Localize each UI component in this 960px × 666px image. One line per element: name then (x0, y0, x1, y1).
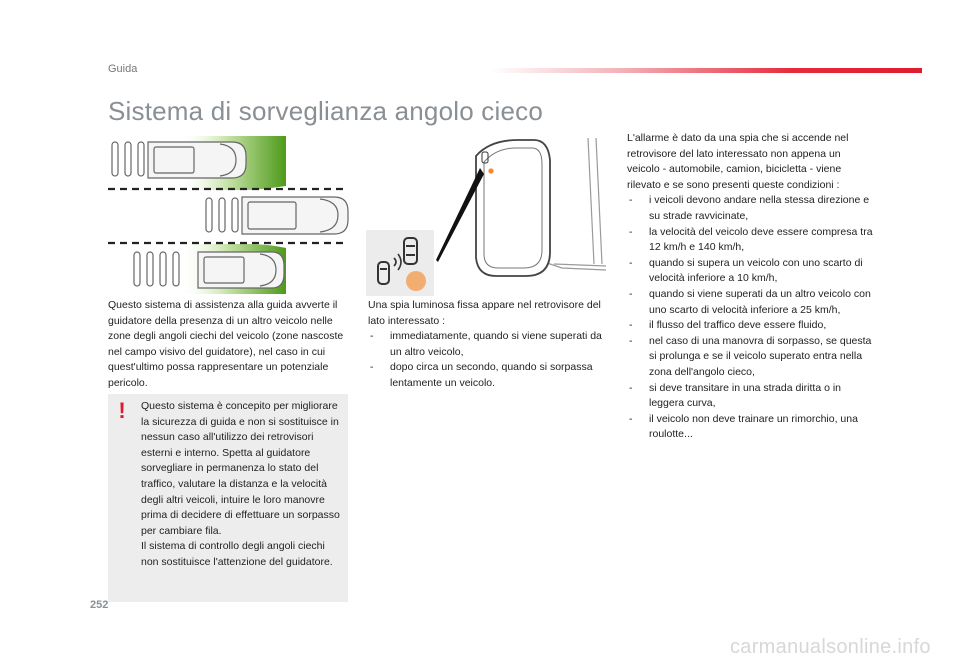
middle-list (368, 329, 608, 391)
list-item: - quando si supera un veicolo con uno scarto di velocità inferiore a 10 km/h, (627, 256, 874, 287)
right-lead: L'allarme è dato da una spia che si accende nel retrovisore del lato interessato non appena un veicolo - automobile, camion, bicicletta - viene rilevato e se sono presenti queste condizioni : (627, 132, 849, 191)
warning-text-2: Il sistema di controllo degli angoli ciechi non sostituisce l'attenzione del guidatore. (141, 540, 333, 568)
vehicle-own (206, 197, 348, 234)
list-item: - il flusso del traffico deve essere fluido, (627, 318, 874, 334)
list-item: - immediatamente, quando si viene superati da un altro veicolo, (368, 329, 608, 360)
warning-text: Questo sistema è concepito per migliorare la sicurezza di guida e non si sostituisce in nessun caso all'utilizzo dei retrovisori esterni e interno. Spetta al guidatore sorvegliare in permanenza lo stato del traffico, valutare la distanza e la velocità degli altri veicoli, intuire le loro manovre prima di decidere di effettuare un sorpasso per cambiare fila. (141, 400, 340, 537)
page-title: Sistema di sorveglianza angolo cieco (108, 96, 543, 126)
mirror-housing (476, 140, 550, 276)
intro-paragraph: Questo sistema di assistenza alla guida avverte il guidatore della presenza di un altro veicolo nelle zone degli angoli ciechi del veicolo (zone nascoste nel campo visivo del guidatore), nel caso in cui quest'ultimo possa rappresentare un potenziale pericolo. (108, 299, 344, 389)
list-item: - la velocità del veicolo deve essere compresa tra 12 km/h e 140 km/h, (627, 225, 874, 256)
conditions-list (627, 193, 874, 443)
middle-lead: Una spia luminosa fissa appare nel retrovisore del lato interessato : (368, 299, 601, 327)
list-item: - si deve transitare in una strada diritta o in leggera curva, (627, 381, 874, 412)
list-item: - quando si viene superati da un altro veicolo con uno scarto di velocità inferiore a 25 km/h, (627, 287, 874, 318)
list-item: - i veicoli devono andare nella stessa direzione e su strade ravvicinate, (627, 193, 874, 224)
mirror-illustration (366, 134, 610, 296)
header-accent-bar (490, 68, 922, 73)
vehicle-bottom-lane (134, 252, 284, 288)
page-number: 252 (90, 599, 109, 611)
zoom-alert-light-icon (406, 271, 426, 291)
watermark[interactable]: carmanualsonline.info (730, 636, 931, 658)
list-item: - nel caso di una manovra di sorpasso, se questa si prolunga e se il veicolo superato entra nella zona dell'angolo cieco, (627, 334, 874, 381)
mirror-alert-light-icon (488, 168, 493, 173)
list-item: - il veicolo non deve trainare un rimorchio, una roulotte... (627, 412, 874, 443)
vehicle-top-lane (112, 142, 246, 178)
door-frame (544, 138, 606, 270)
list-item: - dopo circa un secondo, quando si sorpassa lentamente un veicolo. (368, 360, 608, 391)
warning-exclamation-icon: ! (118, 398, 126, 423)
section-label: Guida (108, 63, 138, 75)
blind-spot-illustration (108, 134, 350, 296)
